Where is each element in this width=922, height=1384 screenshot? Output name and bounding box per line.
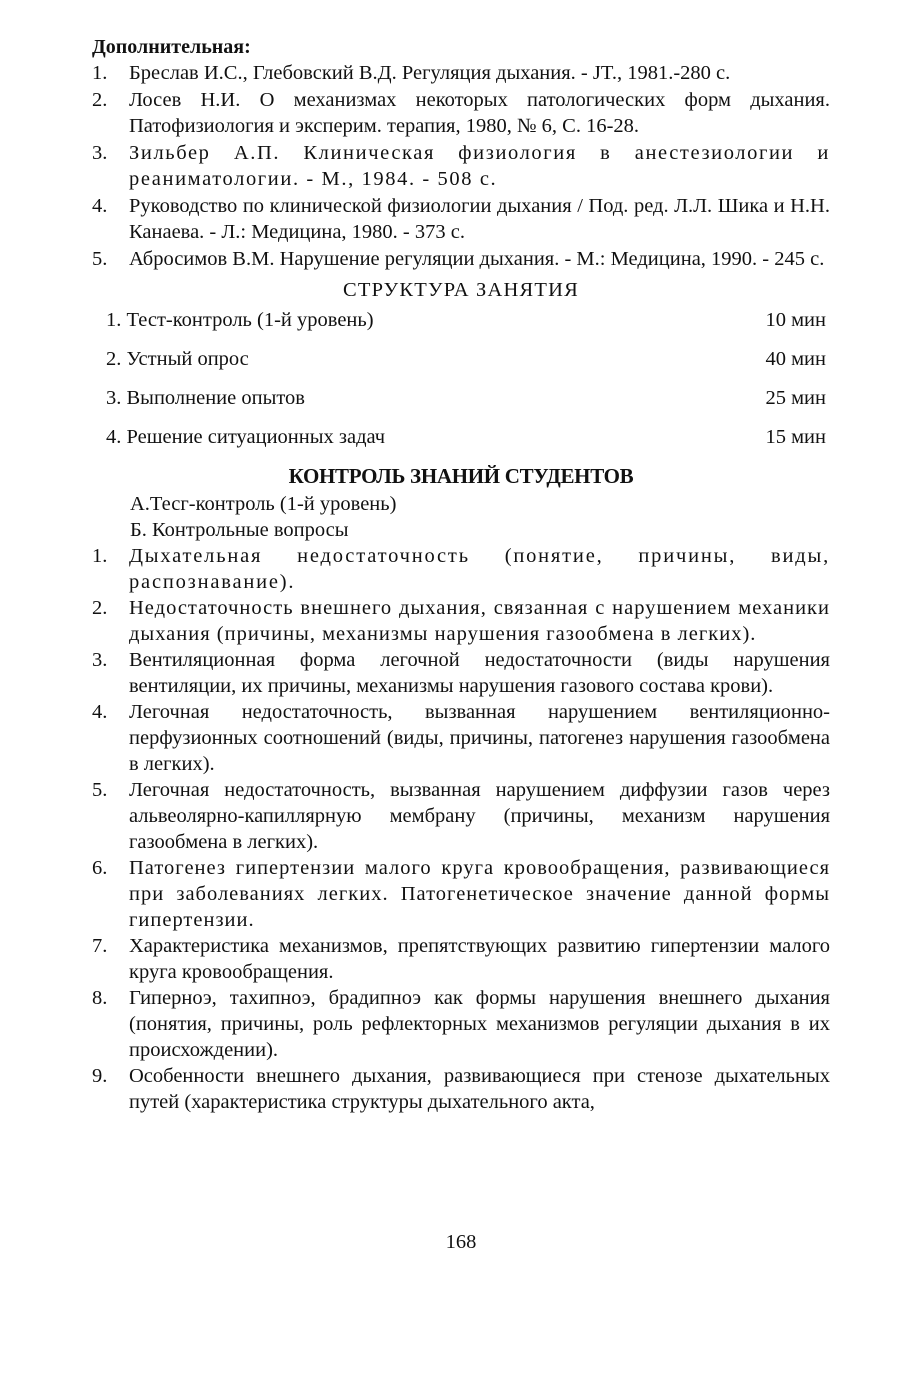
question-text: Характеристика механизмов, препятствующих развитию гипертензии малого круга кровообращения.	[129, 935, 830, 983]
control-subsection-b: Б. Контрольные вопросы	[130, 519, 349, 541]
reference-text: Руководство по клинической физиологии дыхания / Под. ред. Л.Л. Шика и Н.Н. Канаева. - Л.: Медицина, 1980. - 373 с.	[129, 195, 830, 243]
reference-text: Бреслав И.С., Глебовский В.Д. Регуляция дыхания. - JT., 1981.-280 с.	[129, 62, 731, 84]
question-item	[92, 933, 830, 985]
question-text: Вентиляционная форма легочной недостаточности (виды нарушения вентиляции, их причины, механизмы нарушения газового состава крови).	[129, 649, 830, 697]
structure-row	[92, 346, 830, 385]
question-number: 1.	[92, 545, 108, 567]
question-text: Гиперноэ, тахипноэ, брадипноэ как формы нарушения внешнего дыхания (понятия, причины, роль рефлекторных механизмов регуляции дыхания в их происхождении).	[129, 987, 830, 1061]
structure-step-label: 2. Устный опрос	[106, 348, 249, 370]
question-number: 2.	[92, 597, 108, 619]
question-text: Недостаточность внешнего дыхания, связанная с нарушением механики дыхания (причины, механизмы нарушения газообмена в легких).	[129, 597, 830, 645]
reference-text: Лосев Н.И. О механизмах некоторых патологических форм дыхания. Патофизиология и эксперим. терапия, 1980, № 6, С. 16-28.	[129, 89, 830, 137]
reference-text: Зильбер А.П. Клиническая физиология в анестезиологии и реаниматологии. - М., 1984. - 508 с.	[129, 142, 830, 190]
question-item	[92, 699, 830, 777]
reference-number: 2.	[92, 89, 108, 111]
question-item	[92, 777, 830, 855]
question-number: 6.	[92, 857, 108, 879]
reference-item	[92, 140, 830, 192]
reference-item	[92, 246, 830, 272]
references-heading: Дополнительная:	[92, 36, 251, 58]
structure-title: СТРУКТУРА ЗАНЯТИЯ	[343, 279, 579, 301]
structure-step-label: 4. Решение ситуационных задач	[106, 426, 386, 448]
reference-item	[92, 193, 830, 245]
structure-step-time: 10 мин	[765, 309, 826, 331]
question-number: 7.	[92, 935, 108, 957]
question-number: 3.	[92, 649, 108, 671]
control-title: КОНТРОЛЬ ЗНАНИЙ СТУДЕНТОВ	[288, 464, 634, 488]
page-content	[92, 34, 830, 1115]
reference-number: 5.	[92, 248, 108, 270]
reference-text: Абросимов В.М. Нарушение регуляции дыхания. - М.: Медицина, 1990. - 245 с.	[129, 248, 825, 270]
structure-table	[92, 307, 830, 463]
question-item	[92, 543, 830, 595]
page-number: 168	[445, 1231, 477, 1253]
question-text: Легочная недостаточность, вызванная нарушением диффузии газов через альвеолярно-капиллярную мембрану (причины, механизм нарушения газообмена в легких).	[129, 779, 830, 853]
structure-row	[92, 424, 830, 463]
question-number: 5.	[92, 779, 108, 801]
control-subsection-a: А.Тесг-контроль (1-й уровень)	[130, 493, 397, 515]
question-text: Патогенез гипертензии малого круга кровообращения, развивающиеся при заболеваниях легких. Патогенетическое значение данной формы гипертензии.	[129, 857, 830, 931]
question-text: Особенности внешнего дыхания, развивающиеся при стенозе дыхательных путей (характеристика структуры дыхательного акта,	[129, 1065, 830, 1113]
structure-step-time: 15 мин	[765, 426, 826, 448]
structure-step-time: 25 мин	[765, 387, 826, 409]
structure-step-label: 3. Выполнение опытов	[106, 387, 305, 409]
question-item	[92, 855, 830, 933]
reference-number: 1.	[92, 62, 108, 84]
question-item	[92, 595, 830, 647]
question-number: 8.	[92, 987, 108, 1009]
question-text: Легочная недостаточность, вызванная нарушением вентиляционно-перфузионных соотношений (виды, причины, патогенез нарушения газообмена в легких).	[129, 701, 830, 775]
reference-item	[92, 87, 830, 139]
reference-item	[92, 60, 830, 86]
question-text: Дыхательная недостаточность (понятие, причины, виды, распознавание).	[129, 545, 830, 593]
control-questions-list	[92, 543, 830, 1115]
references-list	[92, 60, 830, 272]
structure-row	[92, 385, 830, 424]
structure-step-label: 1. Тест-контроль (1-й уровень)	[106, 309, 374, 331]
structure-step-time: 40 мин	[765, 348, 826, 370]
question-number: 9.	[92, 1065, 108, 1087]
question-item	[92, 647, 830, 699]
reference-number: 3.	[92, 142, 108, 164]
question-number: 4.	[92, 701, 108, 723]
reference-number: 4.	[92, 195, 108, 217]
structure-row	[92, 307, 830, 346]
question-item	[92, 985, 830, 1063]
question-item	[92, 1063, 830, 1115]
